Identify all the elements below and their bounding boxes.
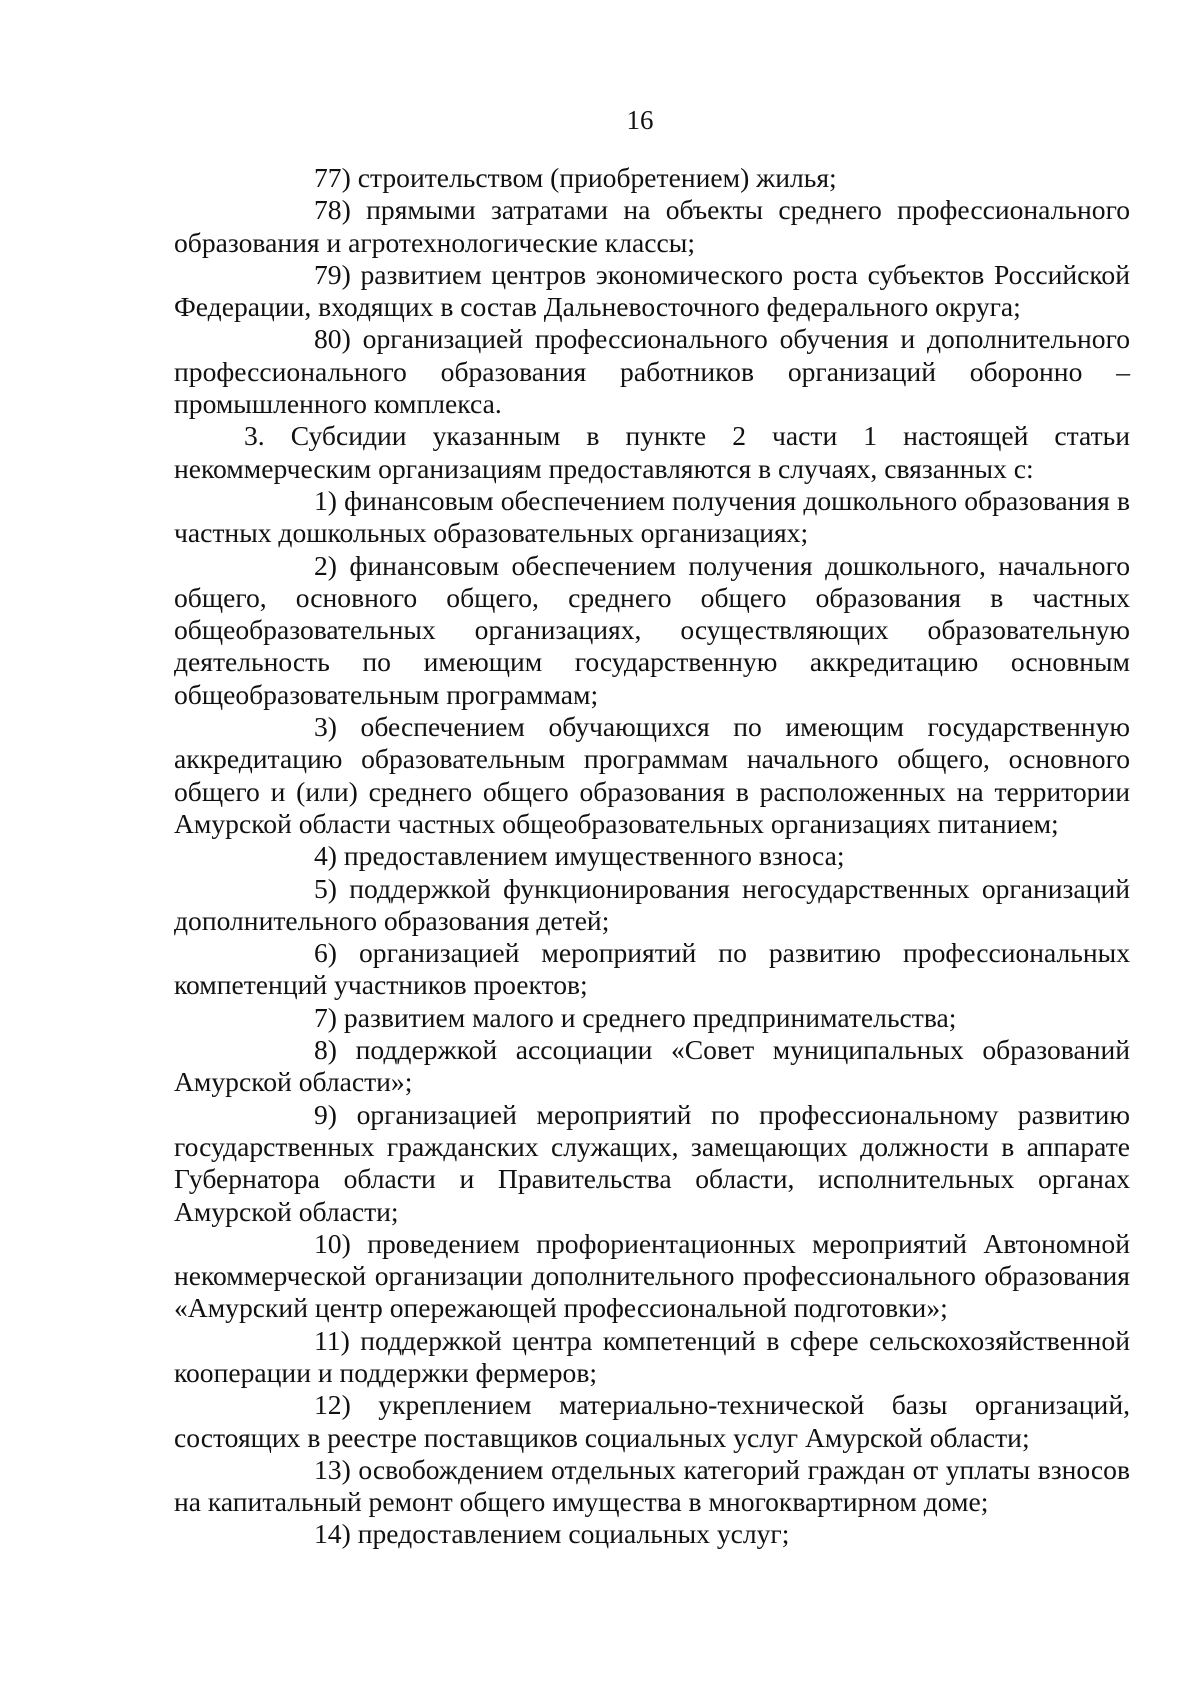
item-number: 3): [314, 711, 337, 743]
item-text: организацией профессионального обучения и дополнительного профессионального образования работников организаций оборонно – промышленного комплекса.: [174, 323, 1130, 420]
item-number: 7): [314, 1001, 337, 1033]
item-number: 10): [314, 1227, 351, 1259]
item-number: 13): [314, 1453, 351, 1485]
list-item: [174, 711, 1130, 840]
item-number: 11): [314, 1324, 350, 1356]
list-item: [174, 1454, 1130, 1519]
item-text: освобождением отдельных категорий граждан от уплаты взносов на капитальный ремонт общего имущества в многоквартирном доме;: [174, 1453, 1130, 1518]
list-item: [174, 194, 1130, 259]
item-text: организацией мероприятий по профессиональному развитию государственных гражданских служащих, замещающих должности в аппарате Губернатора области и Правительства области, исполнительных органах Амурской области;: [174, 1098, 1130, 1227]
item-number: 4): [314, 840, 337, 872]
item-number: 8): [314, 1034, 337, 1066]
list-item: [174, 162, 1130, 194]
item-number: 2): [314, 549, 337, 581]
list-item: [174, 1099, 1130, 1228]
item-text: предоставлением социальных услуг;: [357, 1518, 790, 1550]
item-text: прямыми затратами на объекты среднего профессионального образования и агротехнологические классы;: [174, 194, 1130, 258]
list-item: [174, 1228, 1130, 1325]
section-text: Субсидии указанным в пункте 2 части 1 настоящей статьи некоммерческим организациям предоставляются в случаях, связанных с:: [174, 420, 1130, 484]
item-text: финансовым обеспечением получения дошкольного, начального общего, основного общего, среднего общего образования в частных общеобразовательных организациях, осуществляющих образовательную деятельность по имеющим государственную аккредитацию основным общеобразовательным программам;: [174, 549, 1130, 710]
item-number: 12): [314, 1389, 351, 1421]
list-item: [174, 259, 1130, 324]
item-text: развитием малого и среднего предпринимательства;: [343, 1001, 957, 1033]
list-item: [174, 1002, 1130, 1034]
item-text: обеспечением обучающихся по имеющим государственную аккредитацию образовательным программам начального общего, основного общего и (или) среднего общего образования в расположенных на территории Амурской области частных общеобразовательных организациях питанием;: [174, 711, 1130, 839]
list-item: [174, 323, 1130, 420]
list-item: [174, 840, 1130, 872]
item-number: 77): [314, 162, 351, 193]
list-item: [174, 485, 1130, 550]
section-paragraph: [174, 420, 1130, 485]
item-number: 79): [314, 258, 351, 290]
item-text: укреплением материально-технической базы организаций, состоящих в реестре поставщиков социальных услуг Амурской области;: [174, 1389, 1130, 1453]
list-item: [174, 1518, 1130, 1550]
item-text: развитием центров экономического роста субъектов Российской Федерации, входящих в состав Дальневосточного федерального округа;: [174, 258, 1130, 323]
item-text: строительством (приобретением) жилья;: [357, 162, 837, 193]
list-item: [174, 937, 1130, 1002]
item-text: поддержкой центра компетенций в сфере сельскохозяйственной кооперации и поддержки фермеров;: [174, 1324, 1130, 1388]
item-number: 6): [314, 937, 337, 969]
item-text: проведением профориентационных мероприятий Автономной некоммерческой организации дополнительного профессионального образования «Амурский центр опережающей профессиональной подготовки»;: [174, 1227, 1130, 1324]
item-number: 78): [314, 194, 351, 226]
item-number: 1): [314, 484, 337, 516]
list-item: [174, 873, 1130, 938]
list-item: [174, 1034, 1130, 1099]
item-text: поддержкой функционирования негосударственных организаций дополнительного образования детей;: [174, 872, 1130, 936]
document-body: [174, 162, 1130, 1551]
item-number: 9): [314, 1098, 337, 1130]
item-text: поддержкой ассоциации «Совет муниципальных образований Амурской области»;: [174, 1034, 1130, 1098]
item-number: 5): [314, 872, 337, 904]
item-text: предоставлением имущественного взноса;: [343, 840, 845, 872]
item-number: 14): [314, 1518, 351, 1550]
page-number: 16: [626, 105, 654, 135]
item-text: финансовым обеспечением получения дошкольного образования в частных дошкольных образовательных организациях;: [174, 484, 1130, 549]
list-item: [174, 1389, 1130, 1454]
section-number: 3.: [244, 420, 265, 452]
list-item: [174, 550, 1130, 711]
item-number: 80): [314, 323, 351, 355]
list-item: [174, 1325, 1130, 1390]
item-text: организацией мероприятий по развитию профессиональных компетенций участников проектов;: [174, 937, 1130, 1001]
